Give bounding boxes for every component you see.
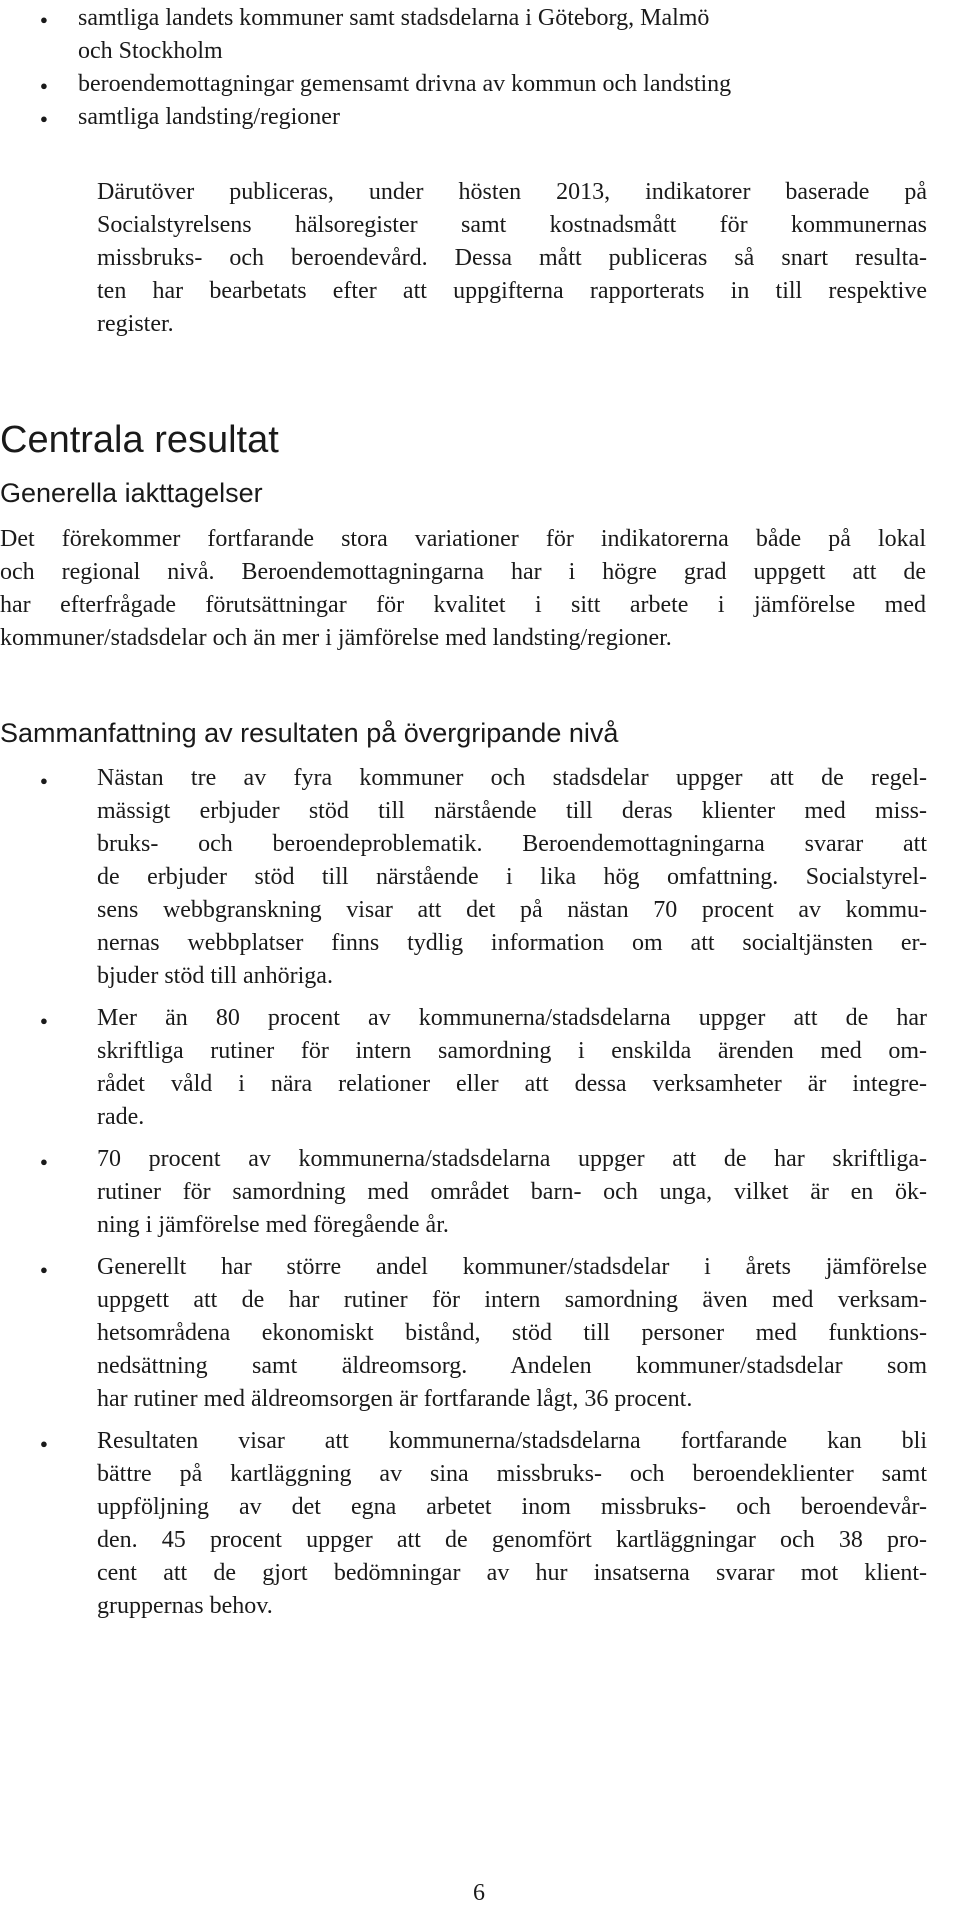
section-heading-summary: Sammanfattning av resultaten på övergripande nivå [0, 718, 619, 748]
list-item [0, 35, 960, 68]
bullet-icon: ● [40, 773, 48, 788]
list-item [0, 2, 960, 35]
text-line: Resultaten visar att kommunerna/stadsdelarna fortfarande kan bli [97, 1428, 927, 1454]
text-line: har efterfrågade förutsättningar för kvalitet i sitt arbete i jämförelse med [0, 592, 926, 618]
text-line: rådet våld i nära relationer eller att dessa verksamheter är integre- [97, 1071, 927, 1097]
text-line: skriftliga rutiner för intern samordning i enskilda ärenden med om- [97, 1038, 927, 1064]
bullet-icon: ● [40, 1262, 48, 1277]
text-line: Nästan tre av fyra kommuner och stadsdelar uppger att de regel- [97, 765, 927, 791]
bullet-icon: ● [40, 78, 48, 93]
text-line: och regional nivå. Beroendemottagningarna har i högre grad uppgett att de [0, 559, 926, 585]
list-item-text: samtliga landets kommuner samt stadsdelarna i Göteborg, Malmö [78, 5, 710, 31]
text-line: bättre på kartläggning av sina missbruks- och beroendeklienter samt [97, 1461, 927, 1487]
text-line: Det förekommer fortfarande stora variationer för indikatorerna både på lokal [0, 526, 926, 552]
text-line: uppföljning av det egna arbetet inom missbruks- och beroendevår- [97, 1494, 927, 1520]
list-item-text: samtliga landsting/regioner [78, 104, 340, 130]
text-line: missbruks- och beroendevård. Dessa mått publiceras så snart resulta- [97, 245, 927, 271]
bullet-icon: ● [40, 1436, 48, 1451]
section-heading-general: Generella iakttagelser [0, 478, 263, 508]
text-line: ten har bearbetats efter att uppgifterna rapporterats in till respektive [97, 278, 927, 304]
bullet-icon: ● [40, 1013, 48, 1028]
text-line: bjuder stöd till anhöriga. [97, 963, 333, 989]
list-item [0, 101, 960, 134]
text-line: Mer än 80 procent av kommunerna/stadsdelarna uppger att de har [97, 1005, 927, 1031]
page-number: 6 [473, 1880, 485, 1906]
text-line: Socialstyrelsens hälsoregister samt kostnadsmått för kommunernas [97, 212, 927, 238]
text-line: nernas webbplatser finns tydlig information om att socialtjänsten er- [97, 930, 927, 956]
text-line: register. [97, 311, 174, 337]
intro-bullet-list [0, 2, 960, 134]
text-line: mässigt erbjuder stöd till närstående till deras klienter med miss- [97, 798, 927, 824]
text-line: kommuner/stadsdelar och än mer i jämförelse med landsting/regioner. [0, 625, 672, 651]
text-line: rade. [97, 1104, 145, 1130]
text-line: rutiner för samordning med området barn- och unga, vilket är en ök- [97, 1179, 927, 1205]
text-line: cent att de gjort bedömningar av hur insatserna svarar mot klient- [97, 1560, 927, 1586]
bullet-icon: ● [40, 12, 48, 27]
text-line: Generellt har större andel kommuner/stadsdelar i årets jämförelse [97, 1254, 927, 1280]
text-line: har rutiner med äldreomsorgen är fortfarande lågt, 36 procent. [97, 1386, 693, 1412]
list-item-text: och Stockholm [78, 38, 223, 64]
text-line: ning i jämförelse med föregående år. [97, 1212, 449, 1238]
text-line: hetsområdena ekonomiskt bistånd, stöd till personer med funktions- [97, 1320, 927, 1346]
text-line: den. 45 procent uppger att de genomfört kartläggningar och 38 pro- [97, 1527, 927, 1553]
text-line: de erbjuder stöd till närstående i lika hög omfattning. Socialstyrel- [97, 864, 927, 890]
bullet-icon: ● [40, 1154, 48, 1169]
text-line: gruppernas behov. [97, 1593, 273, 1619]
text-line: bruks- och beroendeproblematik. Beroendemottagningarna svarar att [97, 831, 927, 857]
text-line: 70 procent av kommunerna/stadsdelarna uppger att de har skriftliga- [97, 1146, 927, 1172]
list-item [0, 68, 960, 101]
text-line: uppgett att de har rutiner för intern samordning även med verksam- [97, 1287, 927, 1313]
bullet-icon: ● [40, 111, 48, 126]
text-line: sens webbgranskning visar att det på nästan 70 procent av kommu- [97, 897, 927, 923]
text-line: Därutöver publiceras, under hösten 2013, indikatorer baserade på [97, 179, 927, 205]
page-title: Centrala resultat [0, 419, 279, 461]
text-line: nedsättning samt äldreomsorg. Andelen kommuner/stadsdelar som [97, 1353, 927, 1379]
list-item-text: beroendemottagningar gemensamt drivna av kommun och landsting [78, 71, 732, 97]
